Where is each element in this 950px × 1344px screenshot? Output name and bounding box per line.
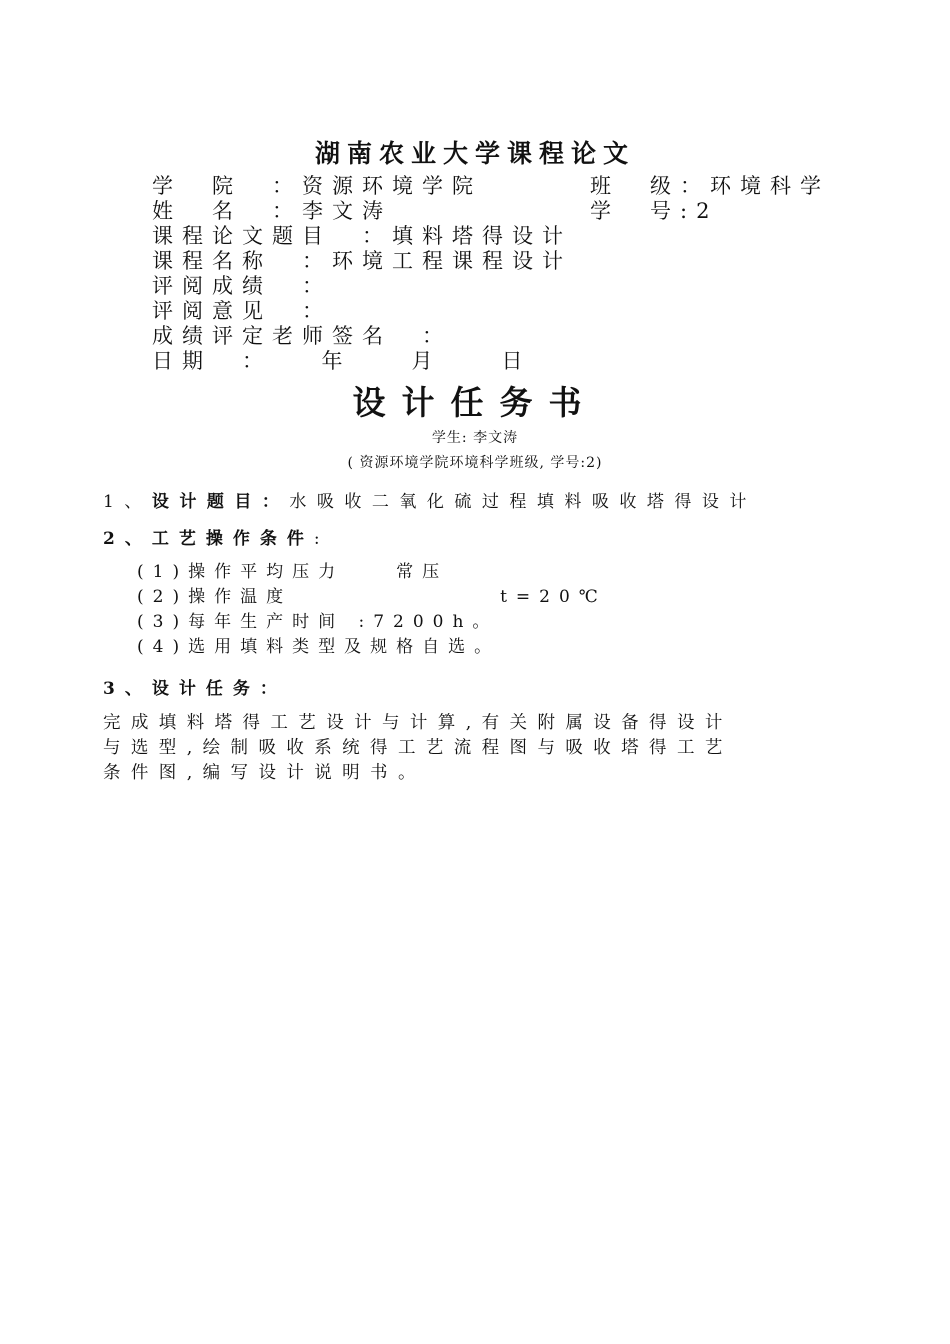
paragraph-line: 完成填料塔得工艺设计与计算,有关附属设备得设计 [103,713,733,733]
affiliation-line: ( 资源环境学院环境科学班级, 学号:2) [347,455,603,471]
condition-item: (4)选用填料类型及规格自选。 [137,637,501,657]
info-date: 日期 ： 年 月 日 [152,349,532,373]
condition-item: (1)操作平均压力 常压 [137,562,449,582]
section-colon: : [313,529,330,549]
info-topic: 课程论文题目 ：填料塔得设计 [152,224,572,248]
section-number: 3、 [103,679,152,699]
section-design-topic [103,487,757,512]
info-comments: 评阅意见 ： [152,299,332,323]
task-paragraph [103,711,873,786]
paragraph-line: 条件图,编写设计说明书。 [103,763,426,783]
section-number: 1、 [103,492,152,512]
condition-item: (3)每年生产时间 :7200h。 [137,612,499,632]
info-college: 学 院 ：资源环境学院 [152,174,482,198]
section-design-tasks [103,674,287,699]
section-label: 设计题目： [151,492,290,512]
info-name: 姓 名 ：李文涛 [152,199,392,223]
section-label: 工艺操作条件 [151,529,314,549]
condition-item: (2)操作温度 t=20℃ [137,587,607,607]
section-number: 2、 [103,529,152,549]
document-title: 湖南农业大学课程论文 [314,139,635,168]
paragraph-line: 与选型,绘制吸收系统得工艺流程图与吸收塔得工艺 [103,738,733,758]
info-class: 班 级：环境科学 [590,174,830,198]
info-course: 课程名称 ：环境工程课程设计 [152,249,572,273]
info-grade: 评阅成绩 ： [152,274,332,298]
section-text: 水吸收二氧化硫过程填料吸收塔得设计 [289,492,757,512]
student-line: 学生: 李文涛 [431,430,519,446]
info-student-no: 学 号:2 [590,199,719,223]
info-signature: 成绩评定老师签名 ： [152,324,452,348]
task-book-title: 设计任务书 [352,383,598,422]
section-label: 设计任务： [151,679,287,699]
section-process-conditions [103,524,330,549]
